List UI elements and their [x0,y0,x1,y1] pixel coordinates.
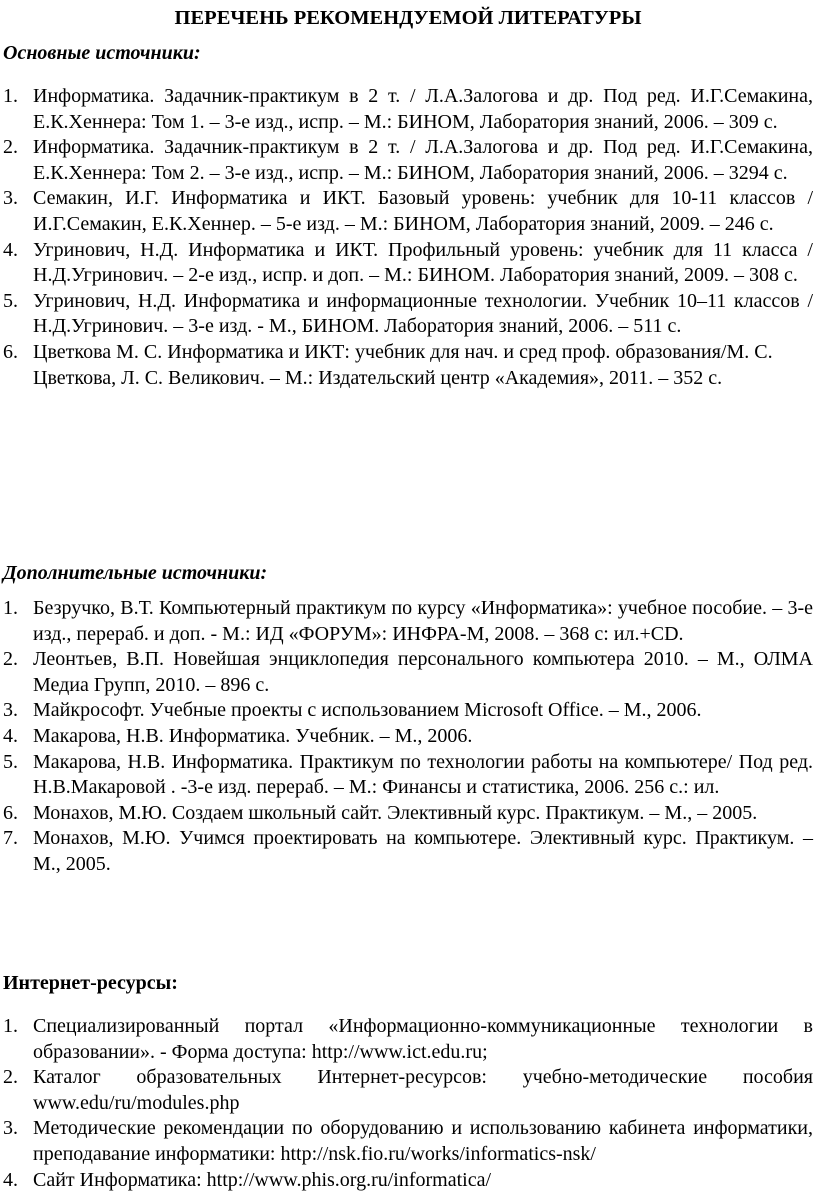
item-number: 5. [3,750,18,773]
item-text: Информатика. Задачник-практикум в 2 т. / Л.А.Залогова и др. Под ред. И.Г.Семакина, Е.К.Хеннера: Том 2. – 3-е изд., испр. – М.: БИНОМ, Лаборатория знаний, 2006. – 3294 с. [33,136,813,184]
item-text: Цветкова М. С. Информатика и ИКТ: учебник для нач. и сред проф. образования/М. С. Цветкова, Л. С. Великович. – М.: Издательский центр «Академия», 2011. – 352 с. [33,340,773,389]
list-item [0,340,816,391]
document-title: ПЕРЕЧЕНЬ РЕКОМЕНДУЕМОЙ ЛИТЕРАТУРЫ [174,7,642,29]
item-number: 4. [3,724,18,747]
item-number: 3. [3,699,18,722]
item-number: 2. [3,648,18,671]
item-text: Макарова, Н.В. Информатика. Практикум по технологии работы на компьютере/ Под ред. Н.В.Макаровой . -3-е изд. перераб. – М.: Финансы и статистика, 2006. 256 с.: ил. [33,750,813,799]
main-sources-list [0,84,816,391]
section-heading-main: Основные источники: [3,42,201,64]
list-item [0,238,816,289]
item-text: Угринович, Н.Д. Информатика и ИКТ. Профильный уровень: учебник для 11 класса / Н.Д.Угринович. – 2-е изд., испр. и доп. – М.: БИНОМ. Лаборатория знаний, 2009. – 308 с. [33,238,813,287]
item-number: 1. [3,1015,18,1037]
item-text: Методические рекомендации по оборудованию и использованию кабинета информатики, преподавание информатики: http://nsk.fio.ru/works/informatics-nsk/ [33,1117,813,1165]
item-number: 6. [3,801,18,824]
item-number: 5. [3,289,18,312]
list-item [0,1116,816,1167]
item-text: Монахов, М.Ю. Создаем школьный сайт. Элективный курс. Практикум. – М., – 2005. [33,801,758,824]
item-text: Майкрософт. Учебные проекты с использованием Microsoft Office. – М., 2006. [33,699,702,722]
item-text: Сайт Информатика: http://www.phis.org.ru/informatica/ [33,1168,492,1191]
item-text: Монахов, М.Ю. Учимся проектировать на компьютере. Элективный курс. Практикум. – М., 2005. [33,827,813,875]
list-item [0,84,816,135]
item-text: Угринович, Н.Д. Информатика и информационные технологии. Учебник 10–11 классов / Н.Д.Угринович. – 3-е изд. - М., БИНОМ. Лаборатория знаний, 2006. – 511 с. [33,289,813,338]
list-item [0,186,816,237]
item-number: 2. [3,1066,18,1089]
list-item [0,1065,816,1116]
list-item [0,135,816,186]
list-item [0,289,816,340]
list-item [0,801,816,827]
item-number: 1. [3,597,18,619]
list-item [0,750,816,801]
item-number: 7. [3,827,18,850]
list-item [0,596,816,647]
section-heading-internet: Интернет-ресурсы: [3,972,178,994]
list-item [0,1168,816,1193]
item-number: 2. [3,136,18,159]
item-text: Специализированный портал «Информационно-коммуникационные технологии в образовании». - Форма доступа: http://www.ict.edu.ru; [33,1015,813,1063]
list-item [0,826,816,877]
item-number: 4. [3,238,18,261]
item-number: 4. [3,1168,18,1191]
item-text: Семакин, И.Г. Информатика и ИКТ. Базовый уровень: учебник для 10-11 классов / И.Г.Семакин, Е.К.Хеннер. – 5-е изд. – М.: БИНОМ, Лаборатория знаний, 2009. – 246 с. [33,187,813,235]
list-item [0,647,816,698]
item-text: Макарова, Н.В. Информатика. Учебник. – М., 2006. [33,724,473,747]
item-number: 1. [3,85,18,107]
item-number: 3. [3,1117,18,1140]
list-item [0,724,816,750]
item-text: Информатика. Задачник-практикум в 2 т. / Л.А.Залогова и др. Под ред. И.Г.Семакина, Е.К.Хеннера: Том 1. – 3-е изд., испр. – М.: БИНОМ, Лаборатория знаний, 2006. – 309 с. [33,85,813,133]
item-number: 6. [3,340,18,363]
item-text: Безручко, В.Т. Компьютерный практикум по курсу «Информатика»: учебное пособие. – 3-е изд., перераб. и доп. - М.: ИД «ФОРУМ»: ИНФРА-М, 2008. – 368 с: ил.+CD. [33,597,813,645]
list-item [0,698,816,724]
item-number: 3. [3,187,18,210]
list-item [0,1014,816,1065]
additional-sources-list [0,596,816,878]
internet-resources-list [0,1014,816,1193]
item-text: Леонтьев, В.П. Новейшая энциклопедия персонального компьютера 2010. – М., ОЛМА Медиа Групп, 2010. – 896 с. [33,648,813,696]
item-text: Каталог образовательных Интернет-ресурсов: учебно-методические пособия www.edu/ru/modules.php [33,1066,813,1114]
section-heading-additional: Дополнительные источники: [3,562,268,584]
